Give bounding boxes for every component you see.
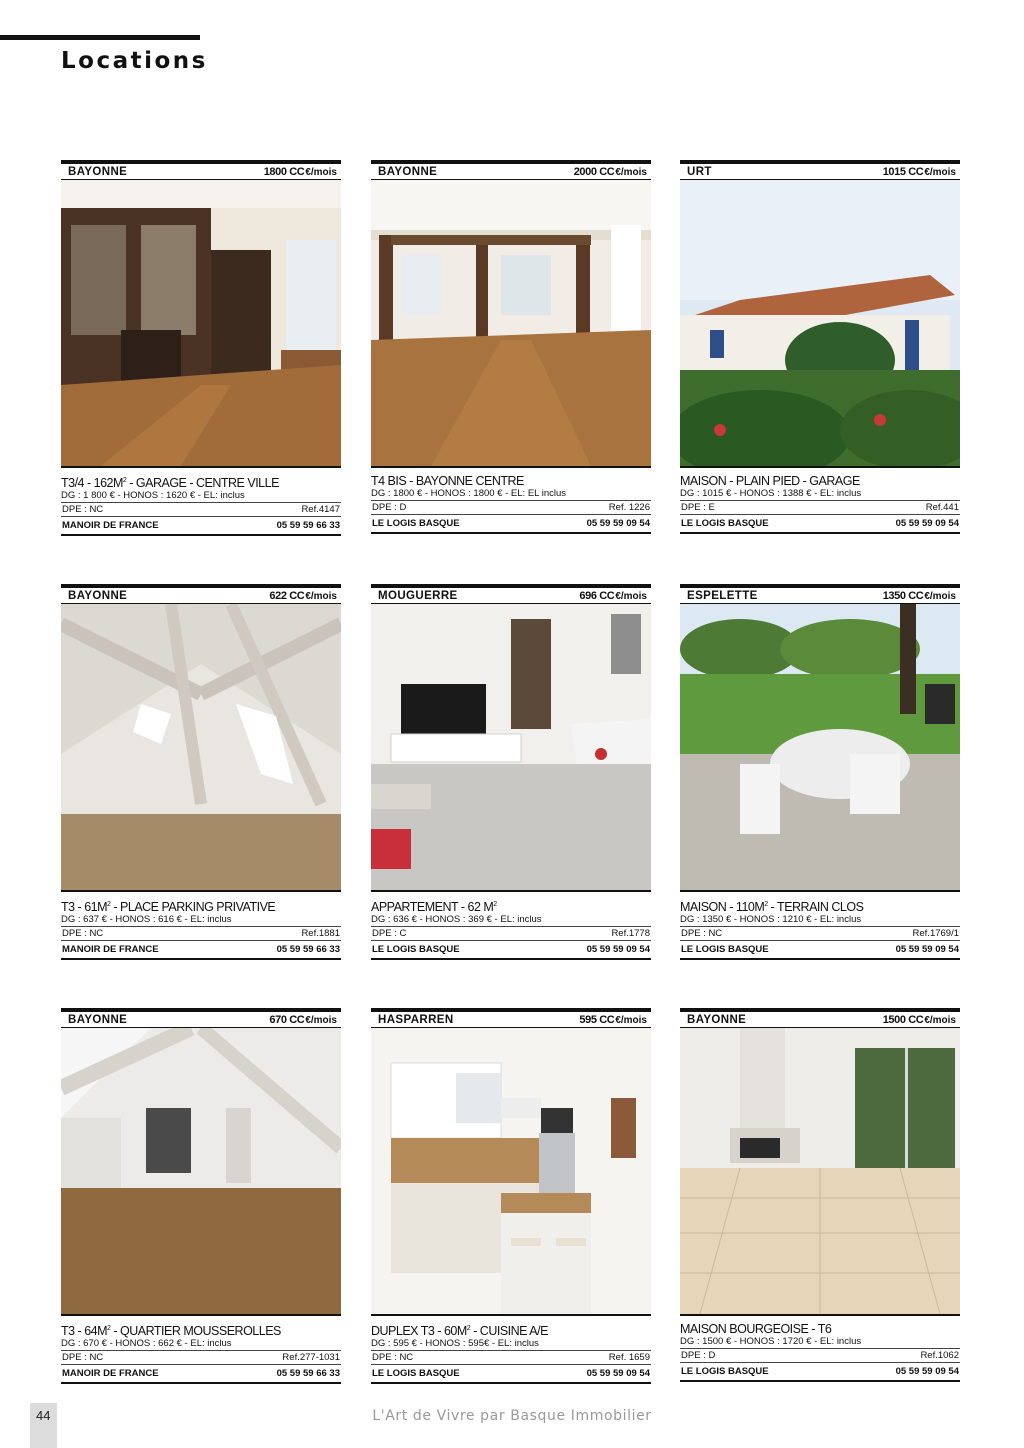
listing-city: ESPELETTE [687,589,758,602]
listing-header [371,160,651,180]
listing-ref: Ref.1778 [611,928,650,940]
listing-title: $T3/4 - 162M^2$ - GARAGE - CENTRE VILLE [61,476,279,491]
listing-header [61,1008,341,1028]
listing-ref: Ref.441 [925,502,959,513]
listing-phone[interactable]: 05 59 59 09 54 [586,944,650,956]
listing-title: DUPLEX $T3 - 60M^2$ - CUISINE A/E [371,1324,548,1339]
price-unit: €/mois [924,1014,956,1026]
listing-photo[interactable] [371,180,651,466]
listing-details: DG : 637 € - HONOS : 616 € - EL: inclus [61,914,232,926]
listing-details: DG : 670 € - HONOS : 662 € - EL: inclus [61,1338,232,1350]
listing-card-8[interactable] [371,1008,651,1384]
listing-city: URT [687,165,712,178]
listing-price: 1015 CC€/mois [882,165,956,178]
price-unit: €/mois [615,1014,647,1026]
listing-phone[interactable]: 05 59 59 09 54 [895,944,959,956]
listing-photo[interactable] [371,1028,651,1314]
listing-card-2[interactable] [371,160,651,534]
listing-header [61,160,341,180]
listing-dpe-row [61,502,341,516]
listing-dpe-row [371,1350,651,1364]
listing-dpe: DPE : D [372,502,407,513]
listing-phone[interactable]: 05 59 59 09 54 [895,1366,959,1377]
listing-phone[interactable]: 05 59 59 09 54 [586,518,650,529]
listing-agency: MANOIR DE FRANCE [62,944,159,956]
listing-city: BAYONNE [68,1013,128,1026]
price-unit: €/mois [305,590,337,602]
listing-ref: Ref.277-1031 [282,1352,340,1364]
listing-title: T4 BIS - BAYONNE CENTRE [371,474,524,488]
photo-sejour-tv [371,604,651,890]
listing-dpe: DPE : E [681,502,715,513]
listing-agency-row [61,516,341,536]
price-unit: €/mois [615,590,647,602]
photo-parquet-poutres [371,180,651,466]
listing-photo[interactable] [680,180,960,466]
listing-card-5[interactable] [371,584,651,960]
listing-title: APPARTEMENT - 62 $M^2$ [371,900,497,915]
listing-photo[interactable] [680,604,960,890]
listing-header [371,584,651,604]
listing-dpe: DPE : NC [62,504,104,516]
listing-card-1[interactable] [61,160,341,536]
listing-dpe: DPE : NC [681,928,723,940]
photo-cheminee-carrelage [680,1028,960,1314]
listing-agency-row [680,940,960,960]
listing-card-7[interactable] [61,1008,341,1384]
price-unit: €/mois [924,166,956,178]
listing-dpe-row [61,1350,341,1364]
price-unit: €/mois [615,166,647,178]
listing-ref: Ref. 1659 [608,1352,650,1364]
listing-price: 696 CC€/mois [579,589,647,602]
listing-price: 595 CC€/mois [579,1013,647,1026]
listing-agency-row [61,940,341,960]
listing-dpe-row [680,926,960,940]
listing-agency-row [61,1364,341,1384]
listing-phone[interactable]: 05 59 59 66 33 [276,944,340,956]
listing-dpe-row [371,500,651,514]
listing-city: BAYONNE [68,589,128,602]
listing-price: 622 CC€/mois [269,589,337,602]
listing-agency: LE LOGIS BASQUE [681,518,769,529]
listing-price: 2000 CC€/mois [573,165,647,178]
listing-ref: Ref.4147 [301,504,340,516]
footer-tagline: L'Art de Vivre par Basque Immobilier [372,1408,652,1424]
listing-dpe: DPE : C [372,928,407,940]
listing-city: BAYONNE [378,165,438,178]
listing-details: DG : 636 € - HONOS : 369 € - EL: inclus [371,914,542,926]
listing-dpe-row [61,926,341,940]
listing-header [61,584,341,604]
listing-card-4[interactable] [61,584,341,960]
listing-details: DG : 1350 € - HONOS : 1210 € - EL: inclus [680,914,862,926]
photo-cuisine [371,1028,651,1314]
listing-card-6[interactable] [680,584,960,960]
listing-agency: MANOIR DE FRANCE [62,520,159,532]
price-unit: €/mois [305,166,337,178]
photo-terrasse [680,604,960,890]
listing-photo[interactable] [61,604,341,890]
listing-title: $T3 - 61M^2$ - PLACE PARKING PRIVATIVE [61,900,276,915]
listing-header [680,1008,960,1028]
listing-title: MAISON - $110M^2$ - TERRAIN CLOS [680,900,864,915]
listing-phone[interactable]: 05 59 59 09 54 [895,518,959,529]
listing-ref: Ref.1881 [301,928,340,940]
listing-price: 670 CC€/mois [269,1013,337,1026]
listing-dpe-row [680,1348,960,1362]
header-rule [0,35,200,40]
listing-city: HASPARREN [378,1013,454,1026]
listing-price: 1800 CC€/mois [263,165,337,178]
listing-agency-row [680,1362,960,1382]
listing-phone[interactable]: 05 59 59 09 54 [586,1368,650,1380]
listing-dpe: DPE : NC [62,928,104,940]
listing-header [680,584,960,604]
listing-price: 1350 CC€/mois [882,589,956,602]
listing-card-9[interactable] [680,1008,960,1382]
listing-dpe: DPE : D [681,1350,716,1361]
listing-details: DG : 1 800 € - HONOS : 1620 € - EL: inclus [61,490,245,502]
page-number: 44 [36,1408,51,1423]
listing-dpe: DPE : NC [62,1352,104,1364]
listing-city: MOUGUERRE [378,589,458,602]
listing-agency: LE LOGIS BASQUE [372,1368,460,1380]
listing-photo[interactable] [61,1028,341,1314]
listing-agency-row [371,514,651,534]
listing-details: DG : 1800 € - HONOS : 1800 € - EL: EL inclus [371,488,567,499]
listing-phone[interactable]: 05 59 59 66 33 [276,520,340,532]
photo-maison-jardin [680,180,960,466]
listing-details: DG : 1500 € - HONOS : 1720 € - EL: inclus [680,1336,862,1347]
listing-agency: LE LOGIS BASQUE [681,944,769,956]
listing-ref: Ref.1769/1 [912,928,959,940]
listing-dpe: DPE : NC [372,1352,414,1364]
listing-dpe-row [680,500,960,514]
listing-ref: Ref.1062 [920,1350,959,1361]
listing-photo[interactable] [680,1028,960,1314]
photo-salon-boiseries [61,180,341,466]
listing-title: MAISON - PLAIN PIED - GARAGE [680,474,860,488]
price-unit: €/mois [305,1014,337,1026]
listing-photo[interactable] [61,180,341,466]
listing-ref: Ref. 1226 [608,502,650,513]
listing-agency: LE LOGIS BASQUE [372,944,460,956]
price-unit: €/mois [924,590,956,602]
listing-title: $T3 - 64M^2$ - QUARTIER MOUSSEROLLES [61,1324,281,1339]
listing-agency-row [371,1364,651,1384]
listing-dpe-row [371,926,651,940]
listing-photo[interactable] [371,604,651,890]
listing-phone[interactable]: 05 59 59 66 33 [276,1368,340,1380]
listing-agency-row [371,940,651,960]
listing-price: 1500 CC€/mois [882,1013,956,1026]
photo-combles [61,604,341,890]
listing-city: BAYONNE [687,1013,747,1026]
photo-combles-parquet [61,1028,341,1314]
listing-details: DG : 595 € - HONOS : 595€ - EL: inclus [371,1338,539,1350]
listing-header [680,160,960,180]
listing-agency: LE LOGIS BASQUE [372,518,460,529]
page-title: Locations [61,48,208,74]
listing-card-3[interactable] [680,160,960,534]
listing-header [371,1008,651,1028]
listing-agency-row [680,514,960,534]
listing-agency: MANOIR DE FRANCE [62,1368,159,1380]
listing-city: BAYONNE [68,165,128,178]
listing-details: DG : 1015 € - HONOS : 1388 € - EL: inclus [680,488,862,499]
listing-agency: LE LOGIS BASQUE [681,1366,769,1377]
listing-title: MAISON BOURGEOISE - T6 [680,1322,832,1336]
